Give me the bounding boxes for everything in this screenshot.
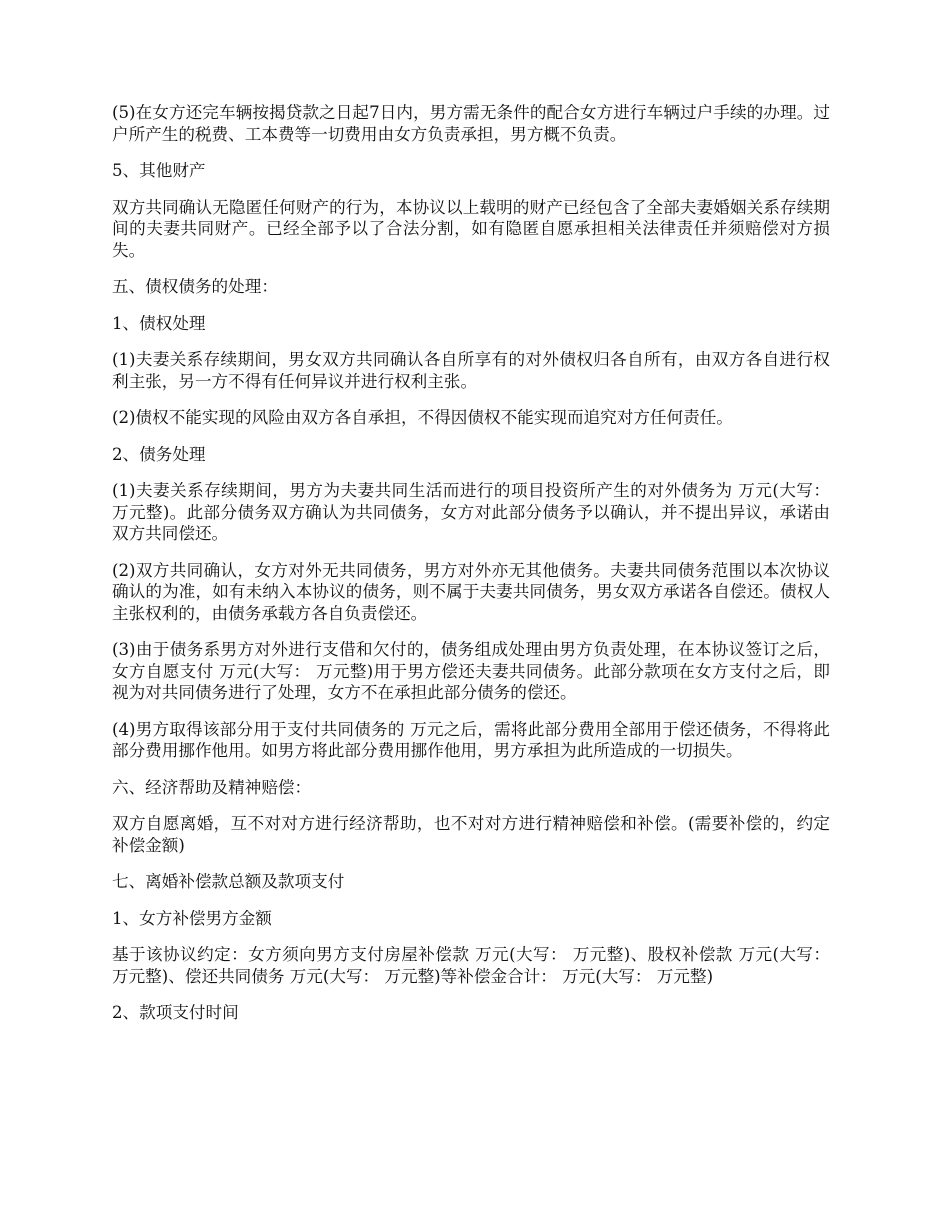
heading-other-property: 5、其他财产 bbox=[112, 161, 206, 180]
section-heading-compensation: 六、经济帮助及精神赔偿： bbox=[112, 777, 312, 797]
clause-claims-1: (1)夫妻关系存续期间，男女双方共同确认各自所享有的对外债权归各自所有，由双方各自进行权利主张，另一方不得有任何异议并进行权利主张。 bbox=[112, 350, 830, 391]
clause-claims-2: (2)债权不能实现的风险由双方各自承担，不得因债权不能实现而追究对方任何责任。 bbox=[112, 408, 733, 427]
section-heading-debts: 五、债权债务的处理： bbox=[112, 277, 278, 296]
heading-claims: 1、债权处理 bbox=[112, 313, 206, 333]
heading-debt-handling: 2、债务处理 bbox=[112, 444, 206, 464]
clause-compensation-total: 基于该协议约定：女方须向男方支付房屋补偿款 万元(大写： 万元整)、股权补偿款 万元(大写： 万元整)、偿还共同债务 万元(大写： 万元整)等补偿金合计： 万元(大写： 万元整) bbox=[112, 945, 830, 986]
clause-no-hidden-property: 双方共同确认无隐匿任何财产的行为，本协议以上载明的财产已经包含了全部夫妻婚姻关系存续期间的夫妻共同财产。已经全部予以了合法分割，如有隐匿自愿承担相关法律责任并须赔偿对方损失。 bbox=[112, 197, 830, 260]
clause-debt-3: (3)由于债务系男方对外进行支借和欠付的，债务组成处理由男方负责处理，在本协议签订之后，女方自愿支付 万元(大写： 万元整)用于男方偿还夫妻共同债务。此部分款项在女方支付之后，即视为对共同债务进行了处理，女方不在承担此部分债务的偿还。 bbox=[112, 640, 830, 702]
document-page bbox=[112, 102, 830, 1039]
clause-debt-2: (2)双方共同确认，女方对外无共同债务，男方对外亦无其他债务。夫妻共同债务范围以本次协议确认的为准，如有未纳入本协议的债务，则不属于夫妻共同债务，男女双方承诺各自偿还。债权人主张权利的，由债务承载方各自负责偿还。 bbox=[112, 560, 830, 623]
heading-female-compensation: 1、女方补偿男方金额 bbox=[112, 908, 272, 928]
clause-debt-1: (1)夫妻关系存续期间，男方为夫妻共同生活而进行的项目投资所产生的对外债务为 万元(大写： 万元整)。此部分债务双方确认为共同债务，女方对此部分债务予以确认，并不提出异议，承诺由双方共同偿还。 bbox=[112, 481, 830, 543]
clause-debt-4: (4)男方取得该部分用于支付共同债务的 万元之后，需将此部分费用全部用于偿还债务，不得将此部分费用挪作他用。如男方将此部分费用挪作他用，男方承担为此所造成的一切损失。 bbox=[112, 719, 830, 760]
clause-car-transfer: (5)在女方还完车辆按揭贷款之日起7日内，男方需无条件的配合女方进行车辆过户手续的办理。过户所产生的税费、工本费等一切费用由女方负责承担，男方概不负责。 bbox=[112, 103, 830, 144]
clause-no-compensation: 双方自愿离婚，互不对对方进行经济帮助，也不对对方进行精神赔偿和补偿。(需要补偿的，约定补偿金额) bbox=[112, 814, 830, 855]
heading-payment-time: 2、款项支付时间 bbox=[112, 1003, 239, 1022]
section-heading-payment: 七、离婚补偿款总额及款项支付 bbox=[112, 872, 345, 891]
